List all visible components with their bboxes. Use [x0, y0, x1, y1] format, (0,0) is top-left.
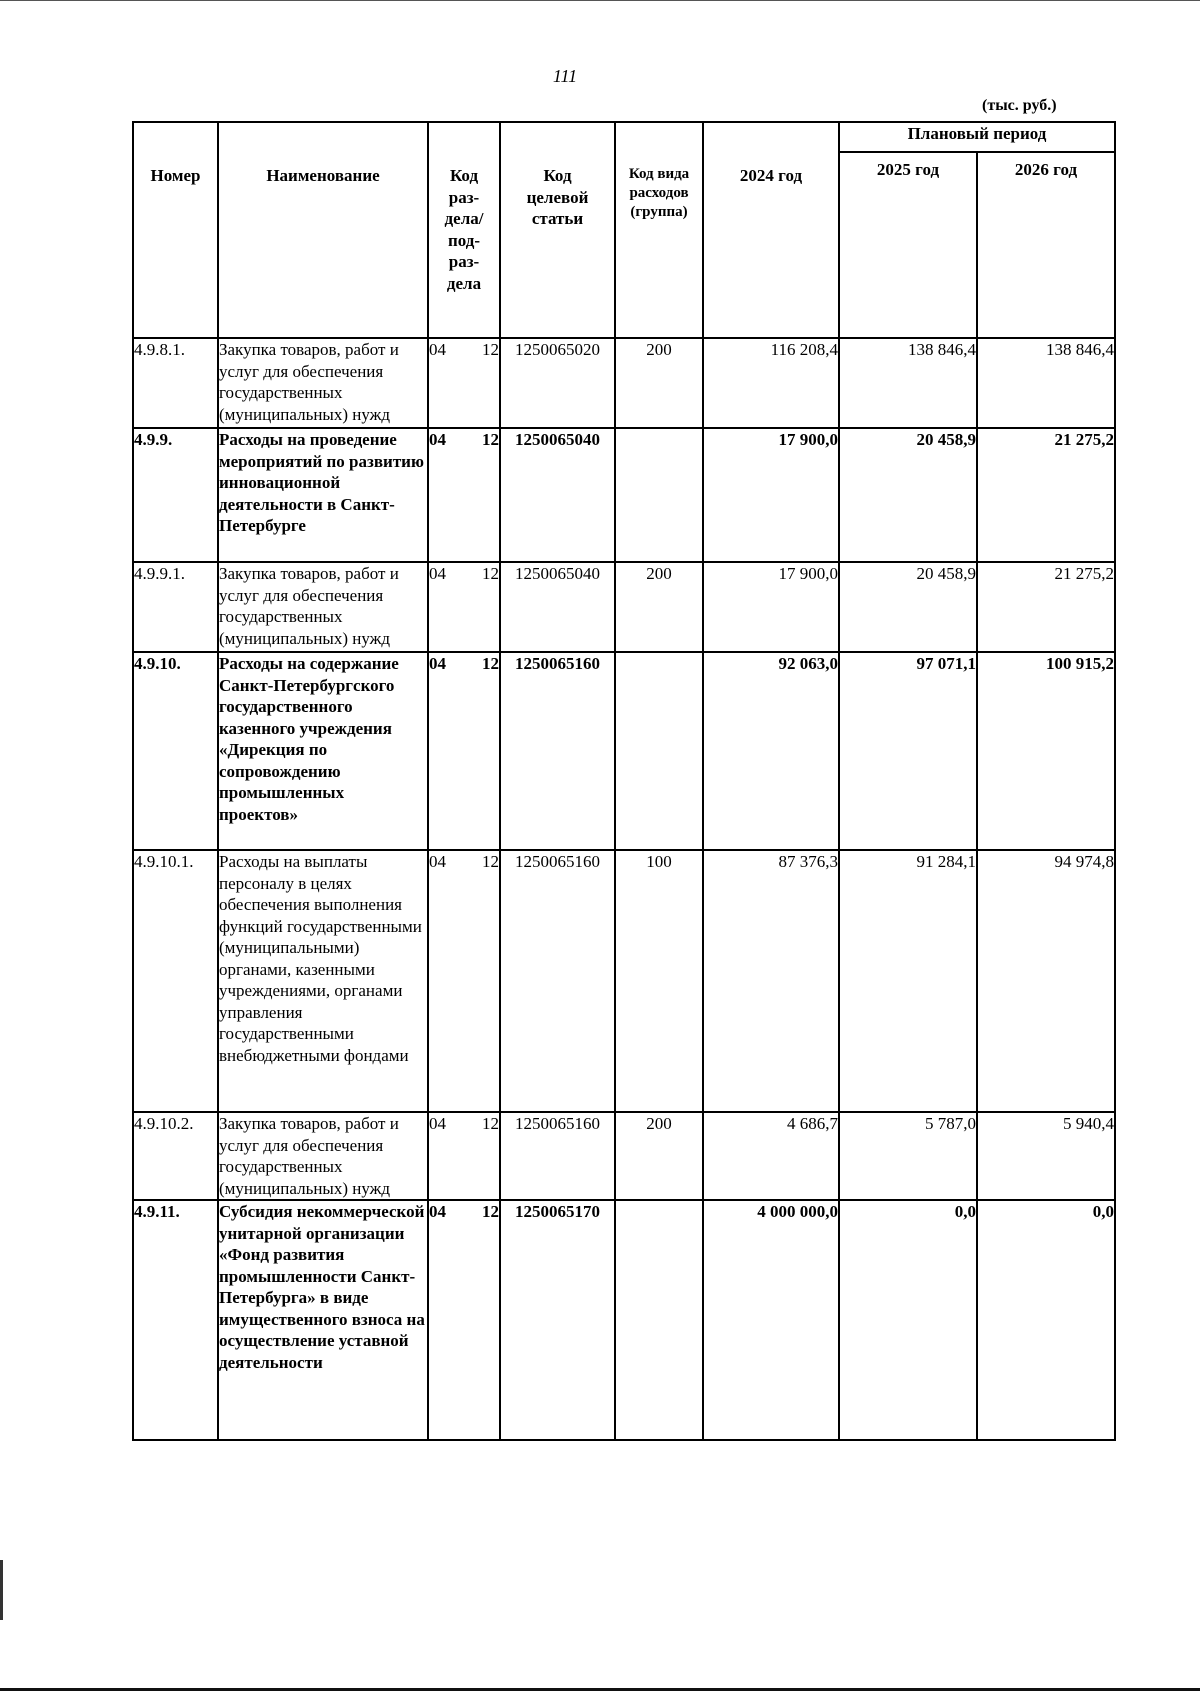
row-section: 04 — [429, 1114, 446, 1133]
row-number: 4.9.9.1. — [133, 562, 218, 652]
row-section: 04 — [429, 564, 446, 583]
row-target-code: 1250065160 — [500, 652, 615, 850]
row-target-code: 1250065170 — [500, 1200, 615, 1440]
row-number: 4.9.11. — [133, 1200, 218, 1440]
row-2026: 21 275,2 — [977, 562, 1115, 652]
row-expense-kind — [615, 1200, 703, 1440]
row-section: 04 — [429, 1202, 446, 1221]
row-name: Закупка товаров, работ и услуг для обеспечения государственных (муниципальных) нужд — [218, 562, 428, 652]
row-number: 4.9.10.1. — [133, 850, 218, 1112]
row-section-code — [428, 562, 500, 652]
row-section-code — [428, 652, 500, 850]
page-number: 111 — [552, 66, 578, 86]
row-section: 04 — [429, 340, 446, 359]
row-2024: 87 376,3 — [703, 850, 839, 1112]
header-section-code: Код раз-дела/ под-раз-дела — [428, 122, 500, 338]
row-subsection: 12 — [482, 430, 499, 449]
row-2024: 4 000 000,0 — [703, 1200, 839, 1440]
row-number: 4.9.10.2. — [133, 1112, 218, 1200]
row-2025: 20 458,9 — [839, 562, 977, 652]
row-subsection: 12 — [482, 852, 499, 871]
row-section-code — [428, 1112, 500, 1200]
row-expense-kind — [615, 428, 703, 562]
table-row — [133, 338, 1115, 428]
row-2025: 138 846,4 — [839, 338, 977, 428]
row-subsection: 12 — [482, 564, 499, 583]
row-2024: 4 686,7 — [703, 1112, 839, 1200]
table-row — [133, 428, 1115, 562]
row-number: 4.9.9. — [133, 428, 218, 562]
row-2024: 92 063,0 — [703, 652, 839, 850]
scan-top-edge — [0, 0, 1200, 1]
row-2025: 5 787,0 — [839, 1112, 977, 1200]
row-2025: 20 458,9 — [839, 428, 977, 562]
table-row — [133, 652, 1115, 850]
row-2025: 0,0 — [839, 1200, 977, 1440]
header-row-top — [133, 122, 1115, 152]
row-target-code: 1250065040 — [500, 562, 615, 652]
header-expense-kind: Код вида расходов (группа) — [615, 122, 703, 338]
row-section-code — [428, 850, 500, 1112]
row-subsection: 12 — [482, 654, 499, 673]
row-name: Закупка товаров, работ и услуг для обеспечения государственных (муниципальных) нужд — [218, 1112, 428, 1200]
row-section: 04 — [429, 852, 446, 871]
row-expense-kind: 200 — [615, 338, 703, 428]
row-name: Закупка товаров, работ и услуг для обеспечения государственных (муниципальных) нужд — [218, 338, 428, 428]
header-number: Номер — [133, 122, 218, 338]
table-row — [133, 562, 1115, 652]
row-2025: 91 284,1 — [839, 850, 977, 1112]
row-expense-kind: 100 — [615, 850, 703, 1112]
row-subsection: 12 — [482, 1114, 499, 1133]
row-2026: 0,0 — [977, 1200, 1115, 1440]
header-2026: 2026 год — [977, 152, 1115, 338]
row-name: Субсидия некоммерческой унитарной организации «Фонд развития промышленности Санкт-Петербурга» в виде имущественного взноса на осуществление уставной деятельности — [218, 1200, 428, 1440]
row-2024: 17 900,0 — [703, 562, 839, 652]
row-2026: 21 275,2 — [977, 428, 1115, 562]
row-expense-kind: 200 — [615, 562, 703, 652]
table-row — [133, 1112, 1115, 1200]
scan-bottom-edge — [0, 1688, 1200, 1691]
row-2024: 17 900,0 — [703, 428, 839, 562]
row-2026: 138 846,4 — [977, 338, 1115, 428]
row-subsection: 12 — [482, 340, 499, 359]
row-target-code: 1250065020 — [500, 338, 615, 428]
row-target-code: 1250065040 — [500, 428, 615, 562]
row-subsection: 12 — [482, 1202, 499, 1221]
row-2026: 5 940,4 — [977, 1112, 1115, 1200]
row-name: Расходы на выплаты персоналу в целях обеспечения выполнения функций государственными (муниципальными) органами, казенными учреждениями, органами управления государственными внебюджетными фондами — [218, 850, 428, 1112]
row-2026: 100 915,2 — [977, 652, 1115, 850]
row-target-code: 1250065160 — [500, 1112, 615, 1200]
header-target-code: Код целевой статьи — [500, 122, 615, 338]
header-2025: 2025 год — [839, 152, 977, 338]
header-name: Наименование — [218, 122, 428, 338]
table-row — [133, 850, 1115, 1112]
row-section-code — [428, 338, 500, 428]
row-2024: 116 208,4 — [703, 338, 839, 428]
units-label: (тыс. руб.) — [982, 97, 1057, 114]
row-target-code: 1250065160 — [500, 850, 615, 1112]
header-planned-period: Плановый период — [839, 122, 1115, 152]
row-expense-kind: 200 — [615, 1112, 703, 1200]
row-section-code — [428, 428, 500, 562]
row-section: 04 — [429, 654, 446, 673]
table-row — [133, 1200, 1115, 1440]
row-number: 4.9.10. — [133, 652, 218, 850]
row-name: Расходы на содержание Санкт-Петербургского государственного казенного учреждения «Дирекция по сопровождению промышленных проектов» — [218, 652, 428, 850]
row-name: Расходы на проведение мероприятий по развитию инновационной деятельности в Санкт-Петербурге — [218, 428, 428, 562]
row-2025: 97 071,1 — [839, 652, 977, 850]
header-2024: 2024 год — [703, 122, 839, 338]
row-section: 04 — [429, 430, 446, 449]
row-section-code — [428, 1200, 500, 1440]
budget-table — [132, 121, 1116, 1441]
scan-left-mark — [0, 1560, 3, 1620]
row-number: 4.9.8.1. — [133, 338, 218, 428]
row-2026: 94 974,8 — [977, 850, 1115, 1112]
row-expense-kind — [615, 652, 703, 850]
